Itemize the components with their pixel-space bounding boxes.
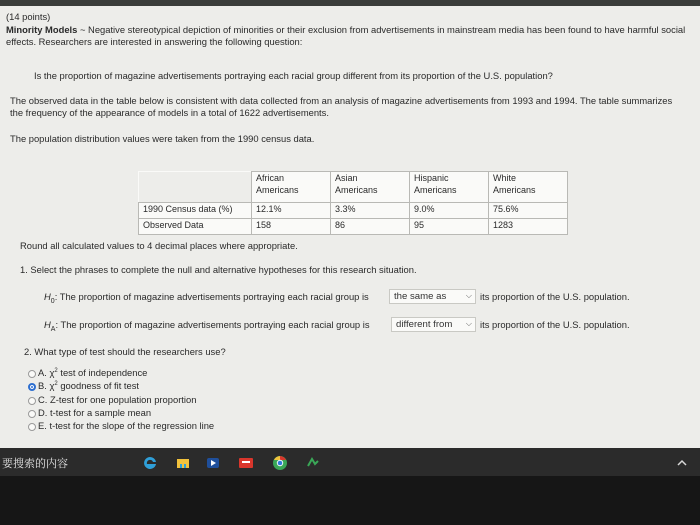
ha-statement: [44, 319, 370, 334]
chi-symbol: χ: [49, 380, 55, 391]
option-letter: A.: [38, 367, 47, 378]
chrome-icon[interactable]: [272, 455, 288, 471]
q2-prompt: 2. What type of test should the researchers use?: [24, 346, 226, 357]
h0-dropdown-value: the same as: [394, 291, 447, 302]
table-cell: 3.3%: [331, 203, 410, 219]
option-b[interactable]: [38, 380, 139, 392]
h0-subscript: 0: [50, 297, 55, 305]
option-text: t-test for the slope of the regression line: [49, 420, 215, 431]
taskbar-search[interactable]: 要搜索的内容: [2, 458, 68, 470]
table-cell: 86: [331, 219, 410, 235]
option-text: goodness of fit test: [57, 380, 140, 391]
intro-text: ~ Negative stereotypical depiction of minorities or their exclusion from advertisements in mainstream media has been found to have harmful social effects. Researchers are interested in answering the following question:: [6, 24, 686, 48]
header-african: [252, 172, 331, 203]
chevron-down-icon: ⌵: [465, 319, 472, 328]
option-c[interactable]: [38, 394, 196, 406]
ha-dropdown-value: different from: [396, 319, 453, 330]
table-row: [139, 203, 568, 219]
option-letter: B.: [38, 380, 47, 391]
chevron-up-icon[interactable]: [674, 455, 690, 471]
table-cell: 158: [252, 219, 331, 235]
edge-icon[interactable]: [142, 455, 158, 471]
table-cell: 95: [410, 219, 489, 235]
option-d-radio[interactable]: [28, 410, 36, 418]
table-cell: 9.0%: [410, 203, 489, 219]
media-icon[interactable]: [205, 455, 221, 471]
problem-title: Minority Models: [6, 24, 78, 35]
app-icon[interactable]: [305, 455, 321, 471]
office-icon[interactable]: [238, 455, 254, 471]
row-label: Observed Data: [139, 219, 252, 235]
table-row: [139, 219, 568, 235]
option-a[interactable]: [38, 367, 147, 379]
option-e-radio[interactable]: [28, 423, 36, 431]
data-table: [138, 171, 568, 235]
intro-paragraph: [6, 24, 686, 48]
option-a-radio[interactable]: [28, 370, 36, 378]
ha-dropdown[interactable]: [391, 317, 476, 332]
research-question: Is the proportion of magazine advertisements portraying each racial group different from its proportion of the U.S. population?: [34, 70, 553, 81]
header-white: [489, 172, 568, 203]
chi-symbol: χ: [49, 367, 55, 378]
option-e[interactable]: [38, 420, 214, 432]
ha-subscript: A: [50, 325, 56, 333]
rounding-note: Round all calculated values to 4 decimal places where appropriate.: [20, 240, 298, 251]
option-letter: C.: [38, 394, 48, 405]
question-page: [0, 6, 700, 448]
chi-superscript: 2: [54, 367, 58, 374]
taskbar: [0, 448, 700, 476]
header-african-text: African Americans: [256, 173, 299, 195]
option-letter: D.: [38, 407, 48, 418]
table-cell: 75.6%: [489, 203, 568, 219]
header-white-text: White Americans: [493, 173, 536, 195]
file-explorer-icon[interactable]: [175, 455, 191, 471]
chevron-down-icon: ⌵: [465, 291, 472, 300]
option-text: test of independence: [57, 367, 148, 378]
ha-symbol: H: [44, 319, 51, 330]
header-asian-text: Asian Americans: [335, 173, 378, 195]
h0-dropdown[interactable]: [389, 289, 476, 304]
census-text: The population distribution values were taken from the 1990 census data.: [10, 133, 315, 144]
h0-statement: [44, 291, 369, 306]
option-c-radio[interactable]: [28, 397, 36, 405]
ha-tail: its proportion of the U.S. population.: [480, 319, 630, 330]
header-hispanic: [410, 172, 489, 203]
h0-symbol: H: [44, 291, 51, 302]
table-header-row: [139, 172, 568, 203]
option-b-radio[interactable]: [28, 383, 36, 391]
table-cell: 1283: [489, 219, 568, 235]
header-asian: [331, 172, 410, 203]
option-text: t-test for a sample mean: [49, 407, 152, 418]
option-d[interactable]: [38, 407, 151, 419]
ha-text: : The proportion of magazine advertisements portraying each racial group is: [55, 319, 370, 330]
option-text: Z-test for one population proportion: [49, 394, 197, 405]
row-label: 1990 Census data (%): [139, 203, 252, 219]
option-letter: E.: [38, 420, 47, 431]
points-label: (14 points): [6, 11, 51, 22]
h0-text: : The proportion of magazine advertisements portraying each racial group is: [54, 291, 369, 302]
table-corner-cell: [139, 172, 252, 203]
monitor-bezel: [0, 476, 700, 525]
q1-prompt: 1. Select the phrases to complete the null and alternative hypotheses for this research situation.: [20, 264, 417, 275]
chi-superscript: 2: [54, 380, 58, 387]
h0-tail: its proportion of the U.S. population.: [480, 291, 630, 302]
header-hispanic-text: Hispanic Americans: [414, 173, 457, 195]
observed-data-text: The observed data in the table below is consistent with data collected from an analysis of magazine advertisements from 1993 and 1994. The table summarizes the frequency of the appearance of models in a total of 1622 advertisements.: [10, 95, 673, 119]
table-cell: 12.1%: [252, 203, 331, 219]
